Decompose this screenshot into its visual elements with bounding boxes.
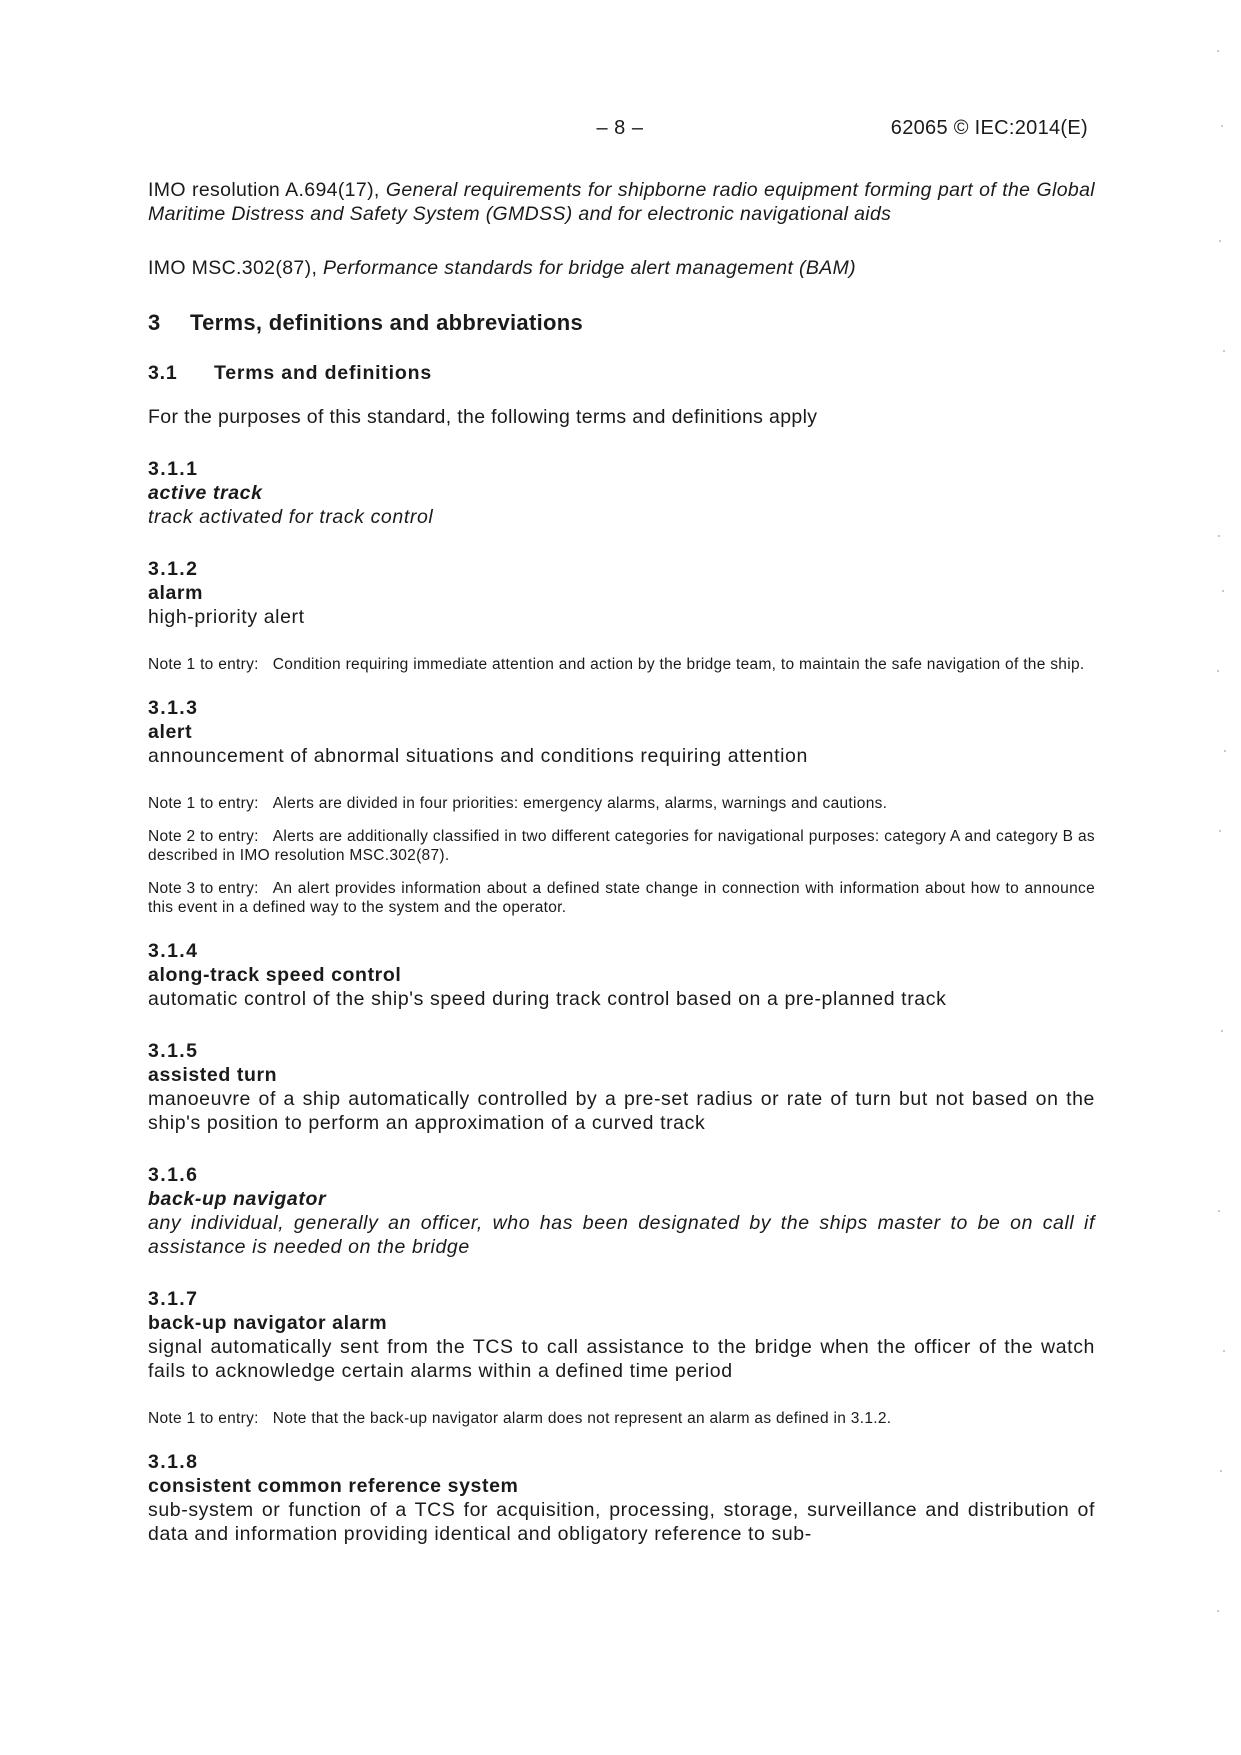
term-entry [148, 1163, 1095, 1259]
reference-id: IMO MSC.302(87), [148, 257, 318, 279]
note-label: Note 1 to entry: [148, 656, 259, 673]
term-entry [148, 457, 1095, 529]
reference-id: IMO resolution A.694(17), [148, 179, 380, 201]
term-name: alert [148, 721, 193, 743]
note-label: Note 2 to entry: [148, 828, 259, 845]
clause-title: Terms, definitions and abbreviations [190, 310, 584, 335]
term-note [148, 794, 1095, 813]
term-entry [148, 939, 1095, 1011]
scan-speck [1219, 240, 1221, 242]
scan-speck [1217, 670, 1219, 672]
term-number: 3.1.5 [148, 1040, 199, 1062]
term-definition: signal automatically sent from the TCS to call assistance to the bridge when the officer of the watch fails to acknowledge certain alarms within a defined time period [148, 1336, 1095, 1382]
note-label: Note 1 to entry: [148, 1410, 259, 1427]
note-text: Alerts are additionally classified in two different categories for navigational purposes: category A and category B as described in IMO resolution MSC.302(87). [148, 828, 1095, 864]
reference-item [148, 178, 1095, 226]
note-label: Note 1 to entry: [148, 795, 259, 812]
scan-speck [1221, 125, 1223, 127]
term-entry [148, 557, 1095, 674]
term-entry [148, 696, 1095, 917]
term-definition: high-priority alert [148, 606, 305, 628]
term-number: 3.1.7 [148, 1288, 199, 1310]
term-number: 3.1.4 [148, 940, 199, 962]
clause-number: 3 [148, 310, 161, 335]
reference-title: General requirements for shipborne radio equipment forming part of the Global Maritime Distress and Safety System (GMDSS) and for electronic navigational aids [148, 179, 1095, 225]
scan-speck [1221, 1030, 1223, 1032]
term-number: 3.1.6 [148, 1164, 199, 1186]
term-name: assisted turn [148, 1064, 278, 1086]
term-name: back-up navigator [148, 1188, 327, 1210]
term-number: 3.1.8 [148, 1451, 199, 1473]
note-label: Note 3 to entry: [148, 880, 259, 897]
scan-speck [1224, 750, 1226, 752]
subclause-number: 3.1 [148, 362, 178, 384]
scan-speck [1217, 1610, 1219, 1612]
scan-speck [1222, 590, 1224, 592]
term-name: active track [148, 482, 263, 504]
scan-speck [1223, 350, 1225, 352]
term-entry [148, 1287, 1095, 1428]
term-note [148, 655, 1095, 674]
note-text: Note that the back-up navigator alarm does not represent an alarm as defined in 3.1.2. [272, 1410, 892, 1427]
clause-heading [148, 310, 1095, 336]
term-definition: any individual, generally an officer, who has been designated by the ships master to be on call if assistance is needed on the bridge [148, 1212, 1095, 1258]
scan-speck [1218, 1210, 1220, 1212]
term-name: alarm [148, 582, 204, 604]
term-name: consistent common reference system [148, 1475, 519, 1497]
intro-paragraph: For the purposes of this standard, the following terms and definitions apply [148, 406, 818, 428]
term-entry [148, 1450, 1095, 1546]
term-note [148, 827, 1095, 865]
term-definition: announcement of abnormal situations and conditions requiring attention [148, 745, 808, 767]
term-entry [148, 1039, 1095, 1135]
page-number: – 8 – [596, 117, 644, 139]
term-definition: manoeuvre of a ship automatically controlled by a pre-set radius or rate of turn but not based on the ship's position to perform an approximation of a curved track [148, 1088, 1095, 1134]
term-number: 3.1.1 [148, 458, 199, 480]
subclause-heading [148, 362, 1095, 385]
term-definition: sub-system or function of a TCS for acquisition, processing, storage, surveillance and distribution of data and information providing identical and obligatory reference to sub- [148, 1499, 1095, 1545]
term-name: back-up navigator alarm [148, 1312, 388, 1334]
scan-speck [1219, 830, 1221, 832]
note-text: Condition requiring immediate attention and action by the bridge team, to maintain the safe navigation of the ship. [272, 656, 1085, 673]
term-definition: track activated for track control [148, 506, 434, 528]
note-text: Alerts are divided in four priorities: emergency alarms, alarms, warnings and cautions. [272, 795, 888, 812]
term-note [148, 1409, 1095, 1428]
reference-title: Performance standards for bridge alert management (BAM) [323, 257, 856, 279]
subclause-title: Terms and definitions [214, 362, 432, 384]
term-note [148, 879, 1095, 917]
scan-speck [1217, 50, 1219, 52]
term-number: 3.1.2 [148, 558, 199, 580]
note-text: An alert provides information about a defined state change in connection with information about how to announce this event in a defined way to the system and the operator. [148, 880, 1095, 916]
term-name: along-track speed control [148, 964, 402, 986]
scan-speck [1220, 1470, 1222, 1472]
scan-artifacts [1213, 30, 1233, 1730]
page-content [148, 178, 1095, 1546]
scan-speck [1223, 1350, 1225, 1352]
scan-speck [1218, 535, 1220, 537]
reference-item [148, 256, 1095, 280]
document-id: 62065 © IEC:2014(E) [890, 117, 1088, 139]
term-definition: automatic control of the ship's speed during track control based on a pre-planned track [148, 988, 947, 1010]
term-number: 3.1.3 [148, 697, 199, 719]
